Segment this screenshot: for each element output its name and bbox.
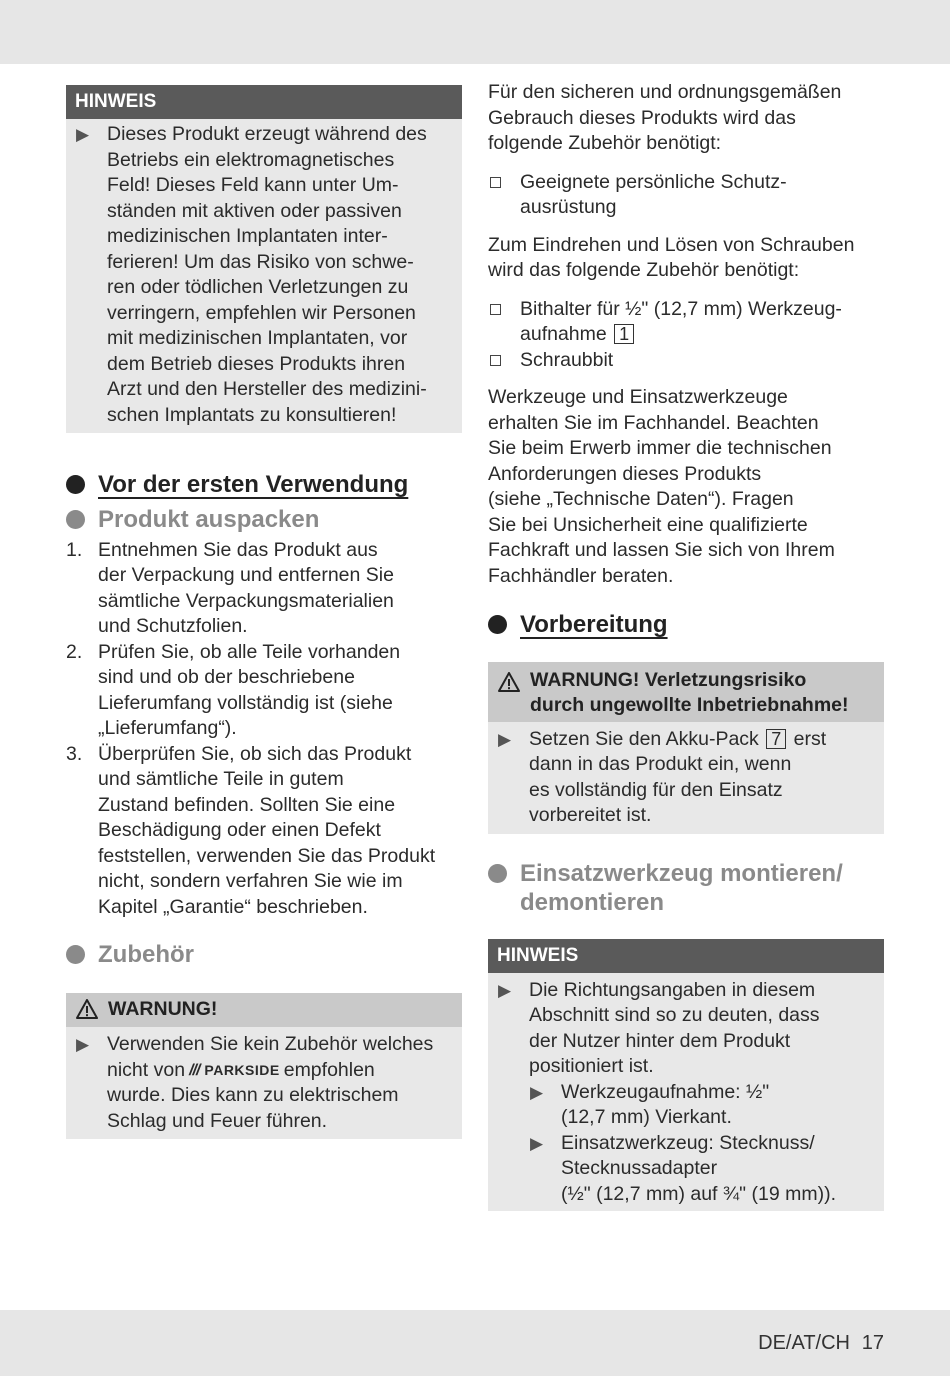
warning-triangle-icon: [498, 668, 530, 716]
intro-paragraph: Für den sicheren und ordnungsgemäßen Gebrauch dieses Produkts wird das folgende Zubehör benötigt:: [488, 81, 842, 154]
reference-number: 7: [766, 729, 786, 749]
bullet-icon: [488, 864, 507, 883]
screw-paragraph: Zum Eindrehen und Lösen von Schrauben wird das folgende Zubehör benötigt:: [488, 233, 855, 281]
warning-text: Setzen Sie den Akku-Pack 7 erst dann in das Produkt ein, wenn es vollständig für den Einsatz vorbereitet ist.: [529, 727, 827, 826]
warning-box: [66, 993, 462, 1139]
subsection-heading: Zubehör: [66, 940, 462, 969]
subsection-heading: Produkt auspacken: [66, 505, 462, 534]
warning-text: Verwenden Sie kein Zubehör welches nicht von /// PARKSIDE empfohlen wurde. Dies kann zu elektrischem Schlag und Feuer führen.: [107, 1033, 434, 1132]
arrow-bullet-icon: ▶: [498, 980, 512, 1000]
screw-accessories-list: [488, 297, 884, 374]
list-item: 1. Entnehmen Sie das Produkt aus der Verpackung und entfernen Sie sämtliche Verpackungsmaterialien und Schutzfolien.: [66, 538, 394, 637]
warning-triangle-icon: [76, 997, 108, 1021]
arrow-bullet-icon: ▶: [76, 125, 90, 144]
notice-box: [488, 939, 884, 1211]
steps-list: [66, 538, 462, 921]
notice-title: HINWEIS: [488, 939, 884, 973]
notice-text: Dieses Produkt erzeugt während des Betriebs ein elektromagnetisches Feld! Dieses Feld kann unter Um- ständen mit aktiven oder passiven medizinischen Implantaten inter- ferieren! Um das Risiko von schwe- ren oder tödlichen Verletzungen zu verringern, empfehlen wir Personen mit medizinischen Implantaten, vor dem Betrieb dieses Produkts ihren Arzt und den Hersteller des medizini- schen Implantats zu konsultieren!: [107, 123, 427, 426]
list-item: Geeignete persönliche Schutz- ausrüstung: [488, 170, 884, 221]
checkbox-square-icon: [488, 297, 520, 348]
list-item: 3. Überprüfen Sie, ob sich das Produkt und sämtliche Teile in gutem Zustand befinden. Sollten Sie eine Beschädigung oder einen Defekt feststellen, verwenden Sie das Produkt nicht, sondern verfahren Sie wie im Kapitel „Garantie“ beschrieben.: [66, 742, 436, 918]
subsection-heading: Einsatzwerkzeug montieren/ demontieren: [488, 859, 884, 917]
arrow-bullet-icon: ▶: [530, 1082, 544, 1102]
list-item: Schraubbit: [488, 348, 884, 374]
section-heading: Vor der ersten Verwendung: [66, 472, 462, 498]
left-column: [66, 85, 462, 1139]
notice-box: [66, 85, 462, 433]
bullet-icon: [66, 510, 85, 529]
bullet-icon: [488, 615, 507, 634]
bullet-icon: [66, 945, 85, 964]
bullet-icon: [66, 475, 85, 494]
arrow-bullet-icon: ▶: [498, 729, 512, 749]
arrow-bullet-icon: ▶: [530, 1133, 544, 1153]
requirements-list: [488, 170, 884, 221]
warning-box: [488, 662, 884, 834]
notice-text: Die Richtungsangaben in diesem Abschnitt sind so zu deuten, dass der Nutzer hinter dem Produkt positioniert ist.: [529, 978, 820, 1077]
header-bar: [0, 0, 950, 64]
footer-bar: [0, 1310, 950, 1376]
page-number: 17: [861, 1332, 884, 1354]
checkbox-square-icon: [488, 170, 520, 221]
parkside-logo: /// PARKSIDE: [189, 1061, 280, 1079]
tools-paragraph: Werkzeuge und Einsatzwerkzeuge erhalten Sie im Fachhandel. Beachten Sie beim Erwerb immer die technischen Anforderungen dieses Produkts (siehe „Technische Daten“). Fragen Sie bei Unsicherheit eine qualifizierte Fachkraft und lassen Sie sich von Ihrem Fachhändler beraten.: [488, 386, 835, 587]
warning-title: WARNUNG! Verletzungsrisiko durch ungewollte Inbetriebnahme!: [530, 668, 849, 716]
checkbox-square-icon: [488, 348, 520, 374]
arrow-bullet-icon: ▶: [76, 1035, 90, 1054]
list-item: Bithalter für ½" (12,7 mm) Werkzeug- aufnahme 1: [488, 297, 884, 348]
notice-title: HINWEIS: [66, 85, 462, 119]
reference-number: 1: [614, 324, 634, 344]
section-heading: Vorbereitung: [488, 612, 884, 638]
warning-title: WARNUNG!: [108, 998, 218, 1020]
list-item: 2. Prüfen Sie, ob alle Teile vorhanden sind und ob der beschriebene Lieferumfang vollständig ist (siehe „Lieferumfang“).: [66, 640, 401, 739]
list-item: ▶ Einsatzwerkzeug: Stecknuss/ Stecknussadapter (½" (12,7 mm) auf ¾" (19 mm)).: [530, 1131, 874, 1208]
right-column: [488, 80, 884, 1211]
language-label: DE/AT/CH: [758, 1332, 850, 1354]
list-item: ▶ Werkzeugaufnahme: ½" (12,7 mm) Vierkant.: [530, 1080, 874, 1131]
